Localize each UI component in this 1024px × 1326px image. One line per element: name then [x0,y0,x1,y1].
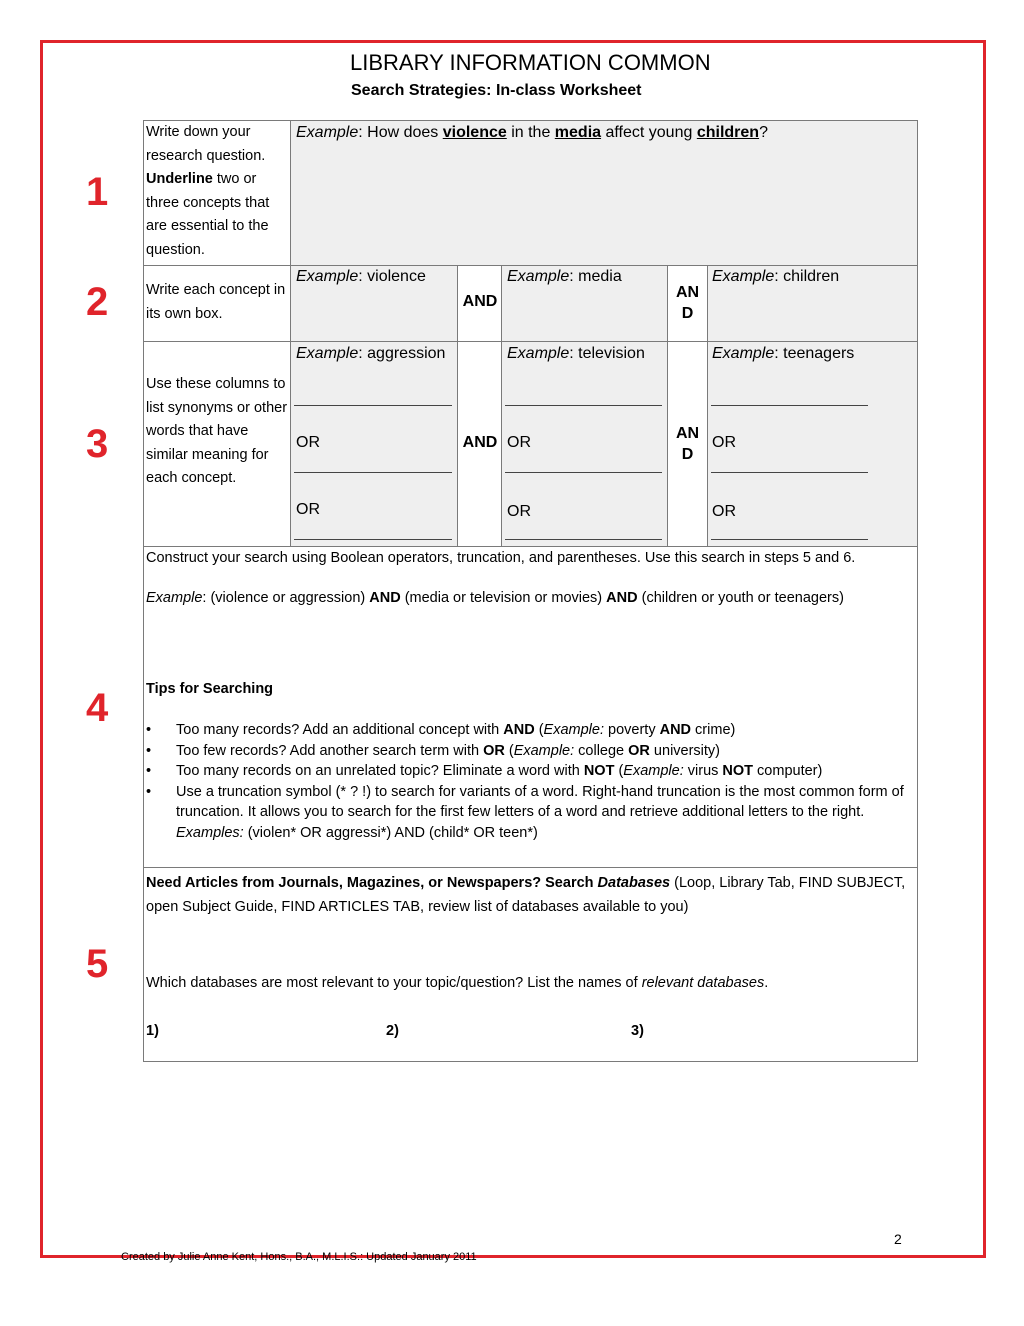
blank-line [505,405,662,406]
row3-instructions: Use these columns to list synonyms or other words that have similar meaning for each concept. [146,376,288,486]
or-label: OR [712,503,736,520]
tip-example-label: Example: [543,722,604,738]
and-part-a: AN [675,425,700,442]
blank-line [294,539,452,540]
ex-part: (media or television or movies) [400,590,607,606]
and-part-b: D [681,305,694,322]
blank-line [711,472,868,473]
row2-c1-text: : violence [358,268,426,285]
row3-c3-text: : teenagers [774,345,855,362]
and-part-b: D [681,446,694,463]
row2-concept3-example [712,268,839,286]
row3-c2-text: : television [569,345,645,362]
blank-line [711,405,868,406]
bullet-icon: • [146,783,152,800]
or-label: OR [712,434,736,451]
row1-concept-children: children [696,124,760,141]
or-label: OR [296,501,320,518]
tip-operator: AND [503,722,535,738]
row3-synonym2-example [507,345,645,363]
row1-example-question [296,124,768,142]
row3-c1-text: : aggression [358,345,446,362]
blank-line [294,405,452,406]
tip-text: computer) [753,763,823,779]
or-label: OR [296,434,320,451]
row1-q-part: ? [759,124,768,141]
tip-example-label: Examples: [176,824,244,841]
blank-line [711,539,868,540]
or-label: OR [507,434,531,451]
example-label: Example [296,345,359,362]
row5-text: Which databases are most relevant to your topic/question? List the names of [146,975,642,991]
tip-text: Too few records? Add another search term with [176,742,484,759]
bullet-icon: • [146,742,152,759]
row5-instructions [146,871,914,919]
bullet-icon: • [146,722,152,738]
row3-and-operator-1: AND [462,434,498,451]
row1-example-label: Example [296,124,359,141]
row2-c2-text: : media [569,268,622,285]
row2-and-operator-2 [668,282,707,324]
step-number-3: 3 [86,422,109,466]
and-part-a: AN [675,284,700,301]
tips-heading: Tips for Searching [146,681,274,697]
row3-and-operator-2 [668,423,707,465]
bullet-icon: • [146,763,152,779]
tip-text: poverty [604,722,660,738]
step-number-1: 1 [86,170,109,214]
row1-q-part: : How does [358,124,443,141]
row5-text: (Loop, Library Tab, FIND SUBJECT, open Subject Guide, FIND ARTICLES TAB, review list of databases available to you) [146,875,906,915]
row3-synonym3-example [712,345,854,363]
tip-item [146,741,916,762]
tip-text: ( [504,742,514,759]
row1-q-part: in the [506,124,555,141]
database-slot-3: 3) [631,1023,644,1039]
footer-credit: Created by Julie Anne Kent, Hons., B.A., M.L.I.S.: Updated January 2011 [121,1251,477,1263]
tip-item [146,761,916,782]
row3-synonyms3-cell[interactable] [707,341,918,547]
tip-text: ( [614,763,624,779]
tip-text: Too many records on an unrelated topic? Eliminate a word with [176,763,584,779]
row5-question [146,975,914,991]
blank-line [505,472,662,473]
row5-italic-text: relevant databases [641,975,765,991]
and-operator: AND [369,590,401,606]
tips-list [146,720,916,843]
tip-operator: NOT [583,763,615,779]
tip-example-label: Example: [623,763,684,779]
example-label: Example [146,590,203,606]
row1-instr-underline: Underline [146,171,213,187]
page-number: 2 [894,1231,902,1247]
row4-example [146,590,916,606]
blank-line [294,472,452,473]
tip-operator: OR [628,742,650,759]
row2-c3-text: : children [774,268,840,285]
tip-text: university) [649,742,721,759]
row1-instructions [146,121,288,262]
step-number-5: 5 [86,942,109,986]
example-label: Example [712,345,775,362]
database-slot-2: 2) [386,1023,399,1039]
tip-text: virus [683,763,723,779]
row2-instructions: Write each concept in its own box. [146,282,286,322]
example-label: Example [507,268,570,285]
tip-text: college [574,742,629,759]
row5-databases-term: Databases [597,875,671,891]
example-label: Example [507,345,570,362]
row5-bold-text: Need Articles from Journals, Magazines, or Newspapers? Search [146,875,598,891]
row2-concept2-example [507,268,622,286]
blank-line [505,539,662,540]
ex-part: (children or youth or teenagers) [637,590,844,606]
page-title: LIBRARY INFORMATION COMMON [350,50,711,75]
row1-q-part: affect young [601,124,697,141]
row1-instr-a: Write down your research question. [146,124,266,164]
example-label: Example [296,268,359,285]
row5-text: . [764,975,769,991]
tip-operator: NOT [722,763,754,779]
tip-operator: OR [483,742,505,759]
row3-synonym1-example [296,345,445,363]
row2-and-operator-1: AND [462,293,498,310]
tip-text: (violen* OR aggressi*) AND (child* OR teen*) [243,824,538,841]
row1-instr-c: two or three concepts that are essential to the question. [146,171,270,258]
tip-text: Use a truncation symbol (* ? !) to search for variants of a word. Right-hand truncation is the most common form of truncation. It allows you to search for the first few letters of a word and retrieve additional letters to the right. [176,783,904,820]
ex-part: : (violence or aggression) [202,590,370,606]
example-label: Example [712,268,775,285]
tip-item [146,782,916,844]
row4-instructions: Construct your search using Boolean operators, truncation, and parentheses. Use this search in steps 5 and 6. [146,550,856,566]
page-subtitle: Search Strategies: In-class Worksheet [351,82,642,99]
tip-operator: AND [659,722,692,738]
or-label: OR [507,503,531,520]
tip-text: Too many records? Add an additional concept with [176,722,504,738]
tip-text: ( [534,722,544,738]
row1-concept-media: media [554,124,602,141]
row2-concept1-example [296,268,426,286]
tip-text: crime) [691,722,736,738]
and-operator: AND [606,590,638,606]
step-number-2: 2 [86,280,109,324]
row1-concept-violence: violence [442,124,507,141]
database-slot-1: 1) [146,1023,159,1039]
step-number-4: 4 [86,686,109,730]
tip-item [146,720,916,741]
tip-example-label: Example: [513,742,575,759]
